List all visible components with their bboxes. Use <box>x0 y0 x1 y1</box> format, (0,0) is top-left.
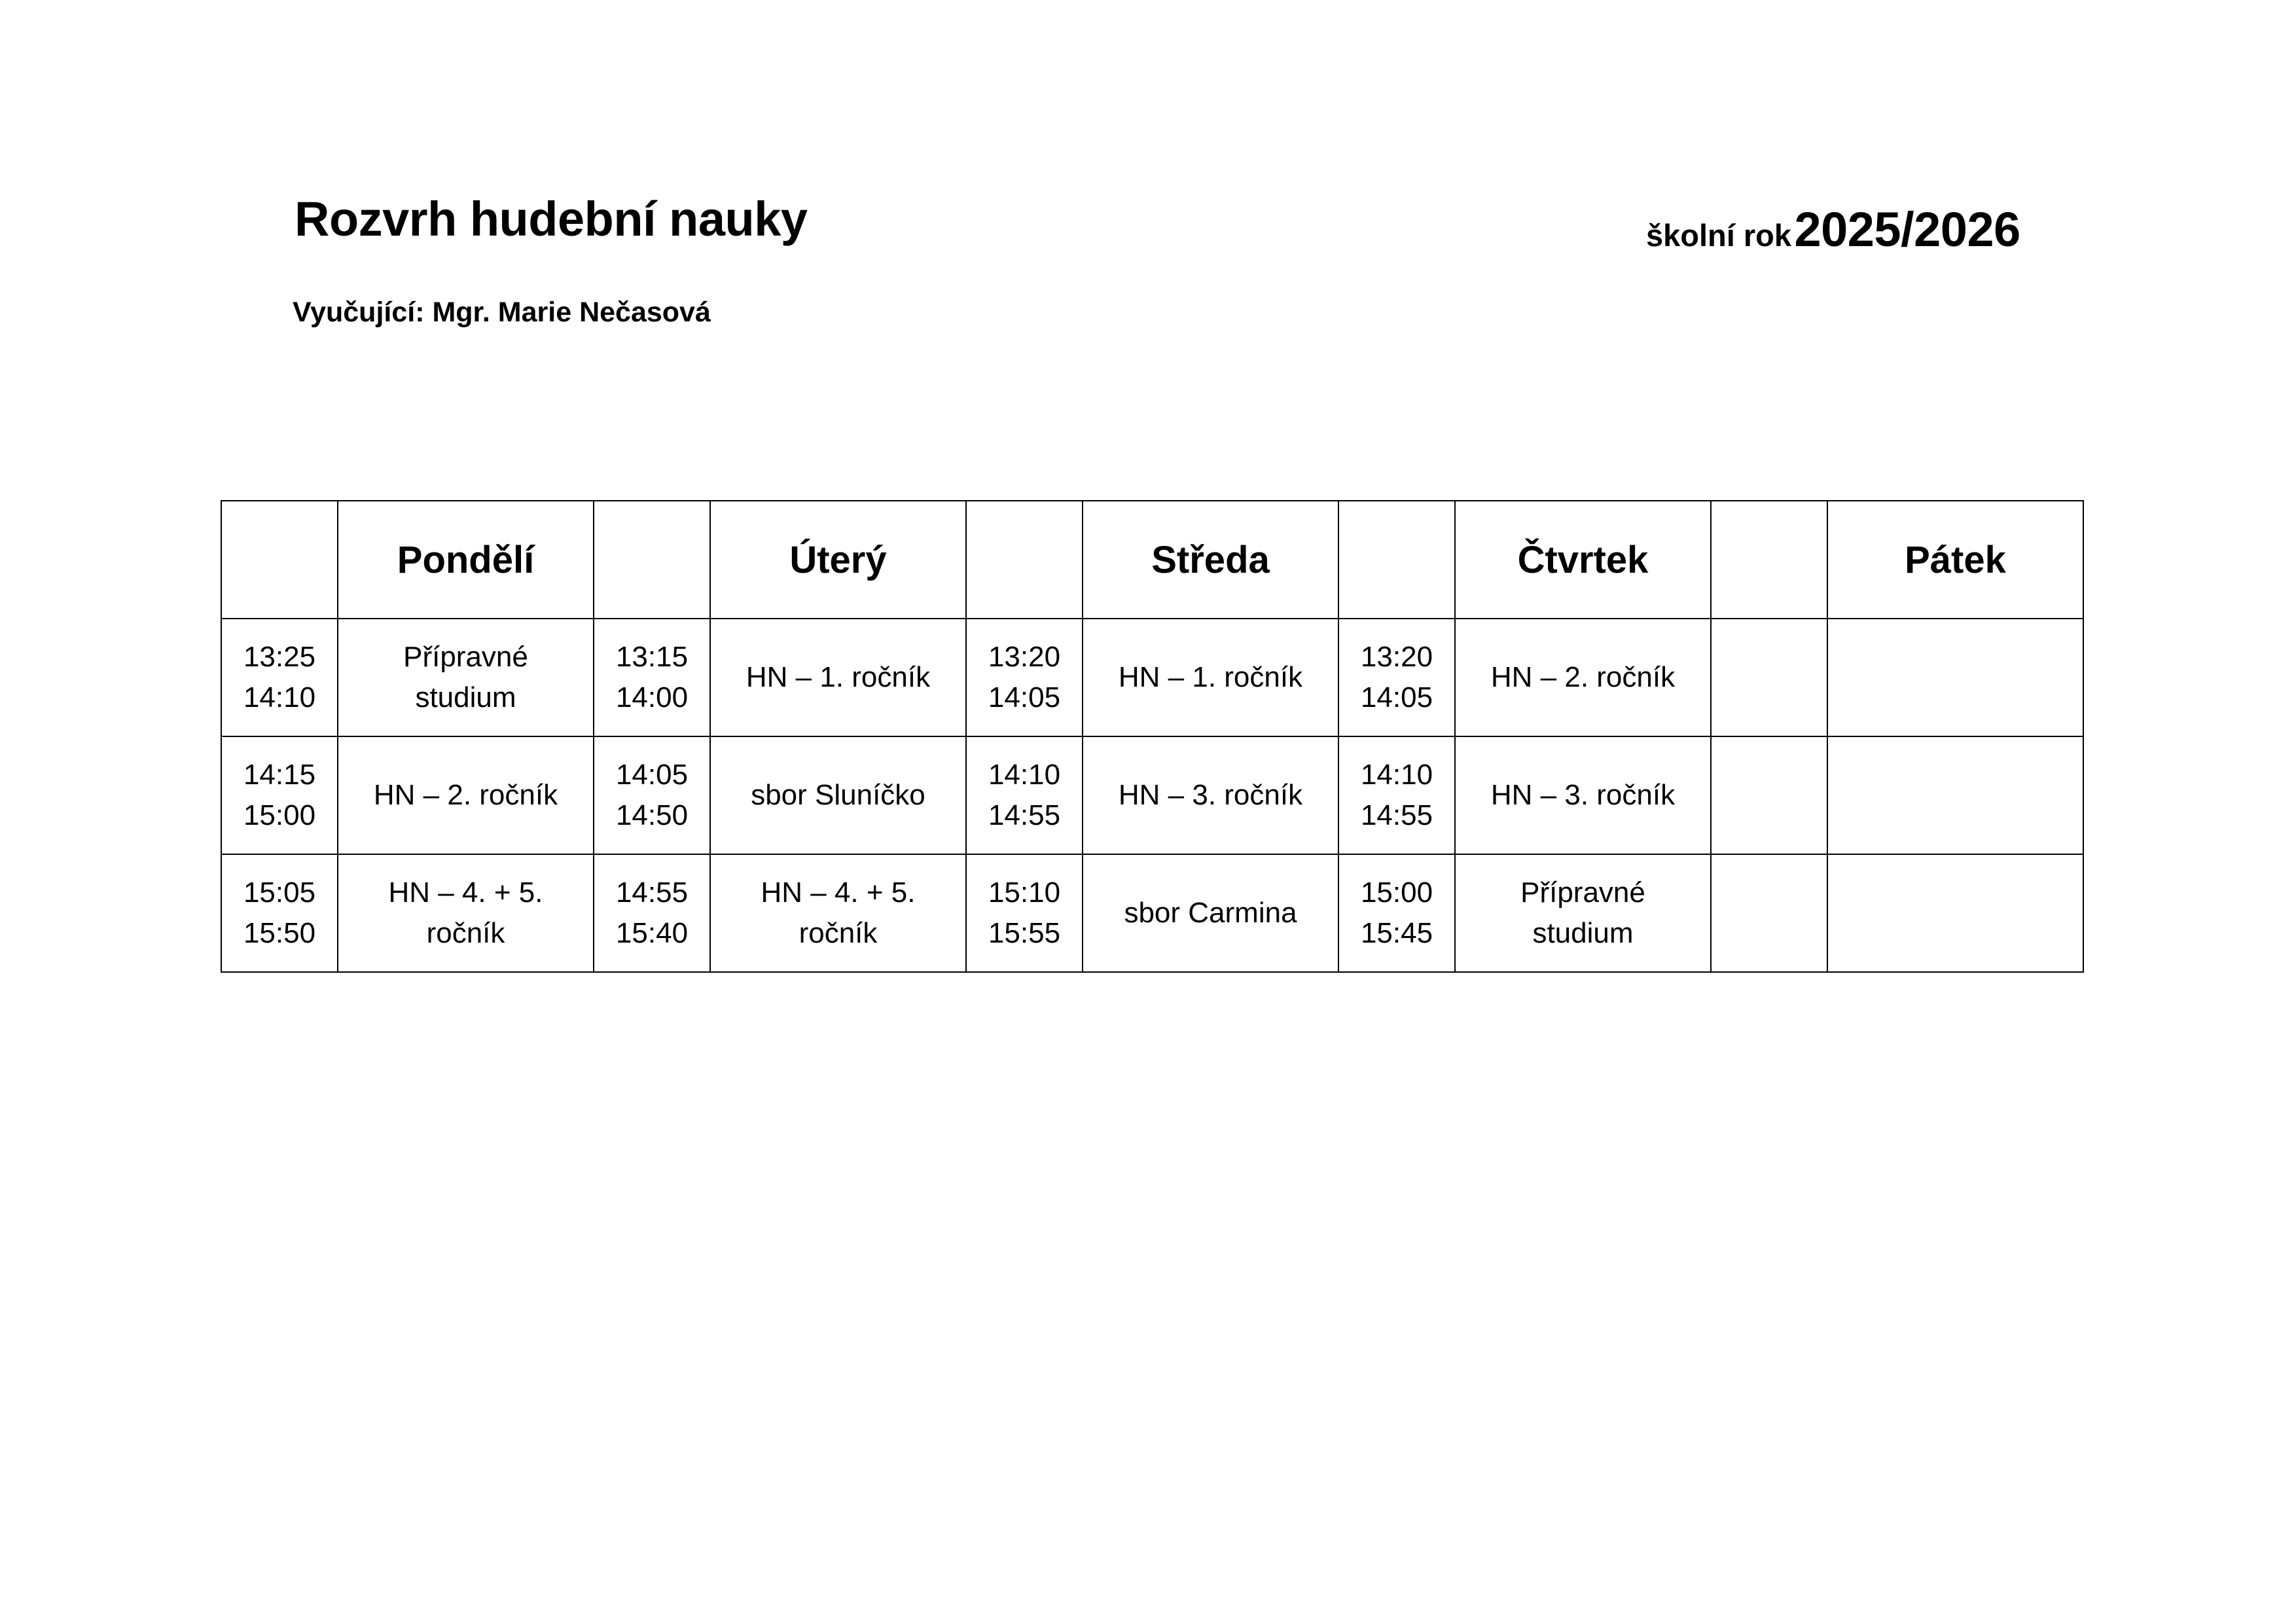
lesson-cell <box>710 619 966 736</box>
time-end: 14:55 <box>988 799 1061 831</box>
day-header-wednesday: Středa <box>1083 501 1338 619</box>
lesson-text: HN – 3. ročník <box>1118 779 1303 811</box>
table-row <box>221 854 2083 972</box>
time-end: 14:50 <box>615 799 689 831</box>
time-end: 14:05 <box>1360 681 1433 713</box>
lesson-cell <box>1827 854 2083 972</box>
time-end: 15:40 <box>615 917 689 949</box>
lesson-cell <box>1083 854 1338 972</box>
time-start: 13:20 <box>988 641 1061 673</box>
time-header-cell <box>594 501 710 619</box>
time-cell <box>966 619 1083 736</box>
time-cell <box>1711 736 1827 854</box>
lesson-cell <box>1083 736 1338 854</box>
time-header-cell <box>1711 501 1827 619</box>
lesson-cell <box>1083 619 1338 736</box>
time-cell <box>221 736 338 854</box>
time-cell <box>221 854 338 972</box>
time-cell <box>1338 736 1455 854</box>
time-end: 14:55 <box>1360 799 1433 831</box>
school-year-value: 2025/2026 <box>1794 202 2020 257</box>
lesson-text: HN – 4. + 5. <box>761 876 916 909</box>
time-cell <box>966 854 1083 972</box>
lesson-text: Přípravné <box>403 641 528 673</box>
lesson-cell <box>1827 619 2083 736</box>
time-cell <box>594 736 710 854</box>
time-cell <box>1338 619 1455 736</box>
day-header-thursday: Čtvrtek <box>1455 501 1711 619</box>
time-start: 14:05 <box>615 759 689 791</box>
time-end: 14:00 <box>615 681 689 713</box>
time-end: 14:10 <box>243 681 316 713</box>
time-cell <box>966 736 1083 854</box>
time-cell <box>594 619 710 736</box>
lesson-text: ročník <box>798 917 878 949</box>
lesson-text: sbor Sluníčko <box>751 779 925 811</box>
lesson-text: HN – 4. + 5. <box>388 876 543 909</box>
day-header-friday: Pátek <box>1827 501 2083 619</box>
time-start: 14:15 <box>243 759 316 791</box>
lesson-text: Přípravné <box>1520 876 1645 909</box>
time-cell <box>594 854 710 972</box>
lesson-cell <box>1827 736 2083 854</box>
time-start: 15:05 <box>243 876 316 909</box>
lesson-text: sbor Carmina <box>1124 897 1297 929</box>
time-start: 14:10 <box>988 759 1061 791</box>
table-row <box>221 619 2083 736</box>
time-start: 15:10 <box>988 876 1061 909</box>
time-start: 13:25 <box>243 641 316 673</box>
time-header-cell <box>966 501 1083 619</box>
school-year-label: školní rok <box>1646 218 1792 253</box>
lesson-text: HN – 1. ročník <box>1118 661 1303 693</box>
time-cell <box>1711 619 1827 736</box>
lesson-text: HN – 3. ročník <box>1490 779 1676 811</box>
time-end: 14:05 <box>988 681 1061 713</box>
page-title: Rozvrh hudební nauky <box>295 192 808 246</box>
time-cell <box>1338 854 1455 972</box>
time-start: 15:00 <box>1360 876 1433 909</box>
schedule-table <box>221 500 2084 973</box>
time-end: 15:50 <box>243 917 316 949</box>
lesson-cell <box>1455 736 1711 854</box>
time-start: 14:10 <box>1360 759 1433 791</box>
time-header-cell <box>1338 501 1455 619</box>
lesson-text: HN – 2. ročník <box>1490 661 1676 693</box>
lesson-cell <box>338 736 594 854</box>
school-year <box>1646 202 2020 257</box>
lesson-text: studium <box>415 681 516 713</box>
lesson-text: HN – 2. ročník <box>373 779 558 811</box>
lesson-cell <box>1455 619 1711 736</box>
time-cell <box>221 619 338 736</box>
time-start: 13:15 <box>615 641 689 673</box>
lesson-text: ročník <box>426 917 505 949</box>
lesson-cell <box>710 736 966 854</box>
day-header-tuesday: Úterý <box>710 501 966 619</box>
table-row <box>221 736 2083 854</box>
table-header-row <box>221 501 2083 619</box>
time-cell <box>1711 854 1827 972</box>
day-header-monday: Pondělí <box>338 501 594 619</box>
time-end: 15:45 <box>1360 917 1433 949</box>
lesson-text: studium <box>1532 917 1634 949</box>
lesson-text: HN – 1. ročník <box>745 661 931 693</box>
teacher-name: Vyučující: Mgr. Marie Nečasová <box>293 297 711 328</box>
lesson-cell <box>338 854 594 972</box>
lesson-cell <box>338 619 594 736</box>
time-end: 15:00 <box>243 799 316 831</box>
lesson-cell <box>1455 854 1711 972</box>
lesson-cell <box>710 854 966 972</box>
time-header-cell <box>221 501 338 619</box>
time-start: 14:55 <box>615 876 689 909</box>
time-start: 13:20 <box>1360 641 1433 673</box>
time-end: 15:55 <box>988 917 1061 949</box>
